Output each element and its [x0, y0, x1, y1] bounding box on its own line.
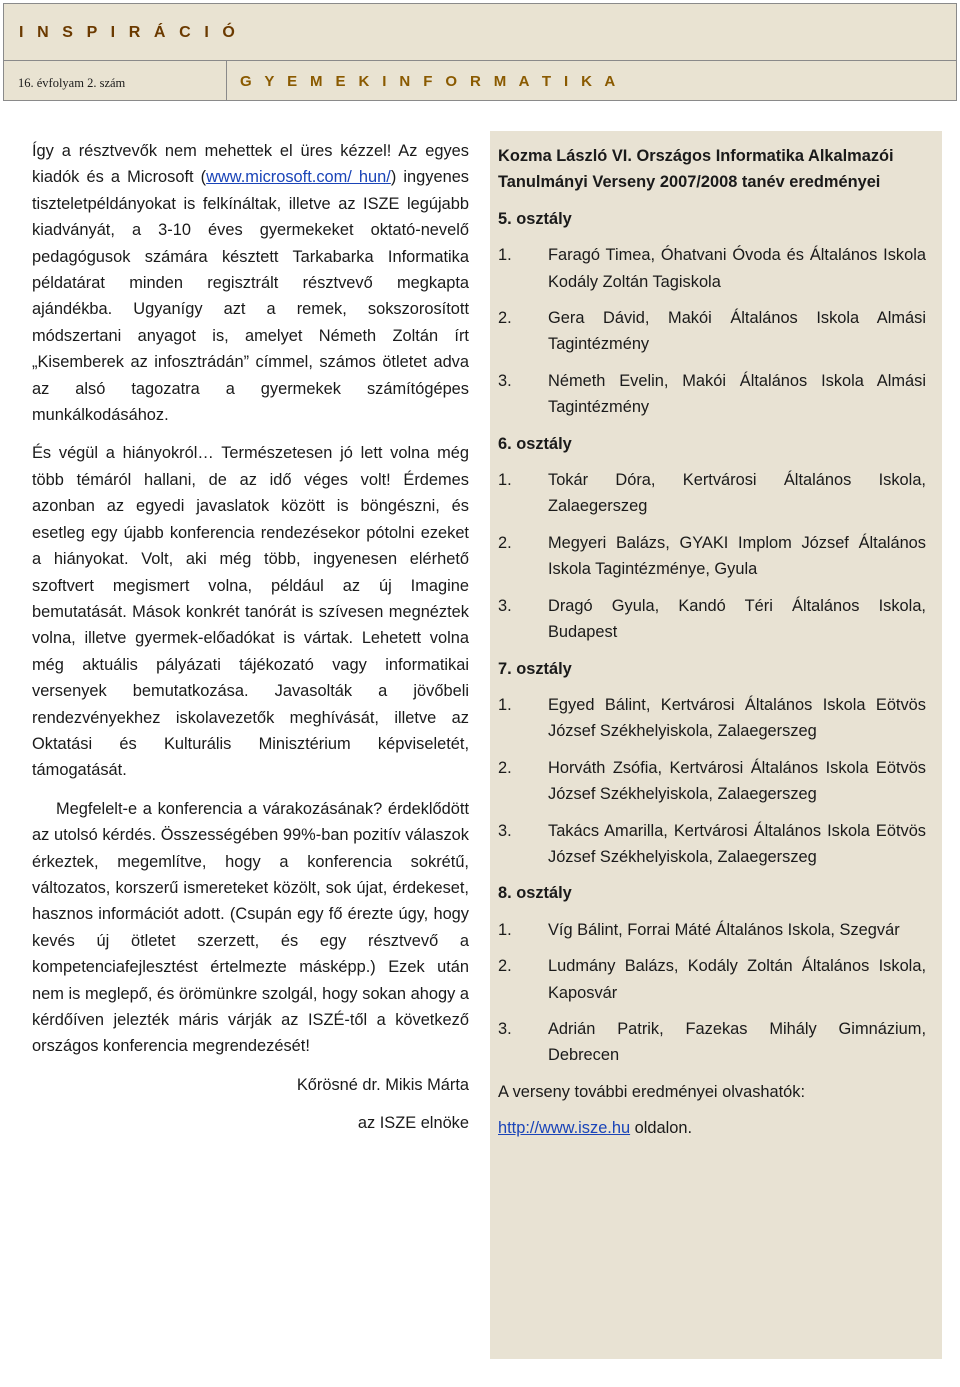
result-item: [498, 467, 932, 520]
result-item: [498, 692, 932, 745]
result-rank: 3.: [498, 1019, 512, 1038]
results-sidebar: [490, 131, 942, 1359]
isze-link[interactable]: http://www.isze.hu: [498, 1119, 631, 1138]
result-item: [498, 953, 932, 1006]
result-text: Víg Bálint, Forrai Máté Általános Iskola, Szegvár: [548, 920, 900, 939]
result-rank: 3.: [498, 371, 512, 390]
result-text: Dragó Gyula, Kandó Téri Általános Iskola, Budapest: [548, 596, 926, 642]
result-item: [498, 530, 932, 583]
results-list: [498, 206, 932, 1069]
microsoft-link[interactable]: www.microsoft.com/ hun/: [206, 168, 391, 187]
result-rank: 1.: [498, 920, 512, 939]
result-rank: 1.: [498, 246, 512, 265]
result-text: Faragó Timea, Óhatvani Óvoda és Általános Iskola Kodály Zoltán Tagiskola: [548, 246, 926, 291]
article-paragraph-1: Így a résztvevők nem mehettek el üres kézzel! Az egyes kiadók és a Microsoft (www.microsoft.com/ hun/) ingyenes tiszteletpéldányokat is felkínáltak, illetve az ISZE legújabb kiadványát, a 3-10 éves gyermekeket oktató-nevelő pedagógusok számára késztett Tarkabarka Informatika példatárat minden regisztrált résztvevő megkapta ajándékba. Ugyanígy azt a remek, sokszorosított módszertani anyagot is, amelyet Németh Zoltán írt „Kisemberek az infosztrádán” címmel, számos ötletet adva az alsó tagozatra a gyermekek számítógépes munkálkodásához.: [32, 142, 470, 425]
result-rank: 1.: [498, 695, 512, 714]
result-rank: 3.: [498, 821, 512, 840]
magazine-title: I N S P I R Á C I Ó: [19, 24, 240, 41]
class-heading: 7. osztály: [498, 659, 572, 678]
header-top-row: [4, 4, 956, 61]
result-rank: 2.: [498, 758, 512, 777]
more-results-text: A verseny további eredményei olvashatók:: [498, 1082, 806, 1101]
result-text: Takács Amarilla, Kertvárosi Általános Iskola Eötvös József Székhelyiskola, Zalaegerszeg: [548, 821, 926, 866]
class-heading: 5. osztály: [498, 209, 572, 228]
result-item: [498, 305, 932, 358]
result-text: Megyeri Balázs, GYAKI Implom József Általános Iskola Tagintézménye, Gyula: [548, 533, 926, 579]
result-item: [498, 1016, 932, 1069]
result-rank: 2.: [498, 957, 512, 976]
results-title: Kozma László VI. Országos Informatika Alkalmazói Tanulmányi Verseny 2007/2008 tanév eredményei: [498, 147, 894, 192]
result-item: [498, 818, 932, 871]
more-results-line: http://www.isze.hu oldalon.: [498, 1119, 693, 1138]
section-title: G Y E M E K I N F O R M A T I K A: [240, 73, 620, 90]
result-rank: 1.: [498, 471, 512, 490]
page-header: [3, 3, 957, 101]
class-heading: 8. osztály: [498, 884, 572, 903]
result-rank: 2.: [498, 533, 512, 552]
article-paragraph-3: Megfelelt-e a konferencia a várakozásának? érdeklődött az utolsó kérdés. Összességében 99%-ban pozitív válaszok érkeztek, megemlítve, hogy a konferencia sokrétű, változatos, korszerű ismereteket közölt, sok újat, érdekeset, hasznos információt adott. (Csupán egy fő érezte úgy, hogy kevés új ötletet szerzett, és egy résztvevő a kompetenciafejlesztést értelmezte másképp.) Ezek után nem is meglepő, és örömünkre szolgál, hogy sokan ahogy a kérdőíven jelezték máris várják az ISZÉ-től a következő országos konferencia megrendezését!: [32, 799, 469, 1056]
article-paragraph-2: És végül a hiányokról… Természetesen jó lett volna még több témáról hallani, de az idő véges volt! Érdemes azonban az egyedi javaslatok között is böngészni, és esetleg egy újabb konferencia rendezésekor pótolni ezeket a hiányokat. Volt, aki még több, ingyenesen elérhető szoftvert megismert volna, például az új Imagine bemutatását. Mások konkrét tanórát is szívesen megnéztek volna, illetve gyermek-előadókat is vártak. Lehetett volna még aktuális pályázati tájékozató vagy informatikai versenyek bemutatkozása. Javasolták a jövőbeli rendezvényekhez iskolavezetők meghívását, illetve az Oktatási és Kulturális Minisztérium képviseletét, támogatását.: [32, 444, 469, 780]
result-rank: 3.: [498, 596, 512, 615]
signature-role: az ISZE elnöke: [357, 1114, 469, 1133]
result-text: Horváth Zsófia, Kertvárosi Általános Iskola Eötvös József Székhelyiskola, Zalaegerszeg: [548, 758, 926, 804]
result-item: [498, 917, 932, 943]
class-heading: 6. osztály: [498, 434, 572, 453]
result-rank: 2.: [498, 309, 512, 328]
result-item: [498, 368, 932, 421]
signature-name: Kőrösné dr. Mikis Márta: [296, 1075, 469, 1094]
result-text: Németh Evelin, Makói Általános Iskola Almási Tagintézmény: [548, 371, 926, 417]
issue-label: 16. évfolyam 2. szám: [18, 76, 126, 90]
header-divider: [226, 61, 227, 101]
result-text: Gera Dávid, Makói Általános Iskola Almási Tagintézmény: [548, 309, 926, 354]
result-text: Ludmány Balázs, Kodály Zoltán Általános Iskola, Kaposvár: [548, 957, 926, 1002]
article-body: [32, 138, 469, 1149]
result-item: [498, 755, 932, 808]
result-item: [498, 593, 932, 646]
result-item: [498, 242, 932, 295]
result-text: Egyed Bálint, Kertvárosi Általános Iskola Eötvös József Székhelyiskola, Zalaegerszeg: [548, 695, 926, 741]
result-text: Adrián Patrik, Fazekas Mihály Gimnázium, Debrecen: [548, 1019, 926, 1065]
result-text: Tokár Dóra, Kertvárosi Általános Iskola, Zalaegerszeg: [548, 471, 926, 516]
